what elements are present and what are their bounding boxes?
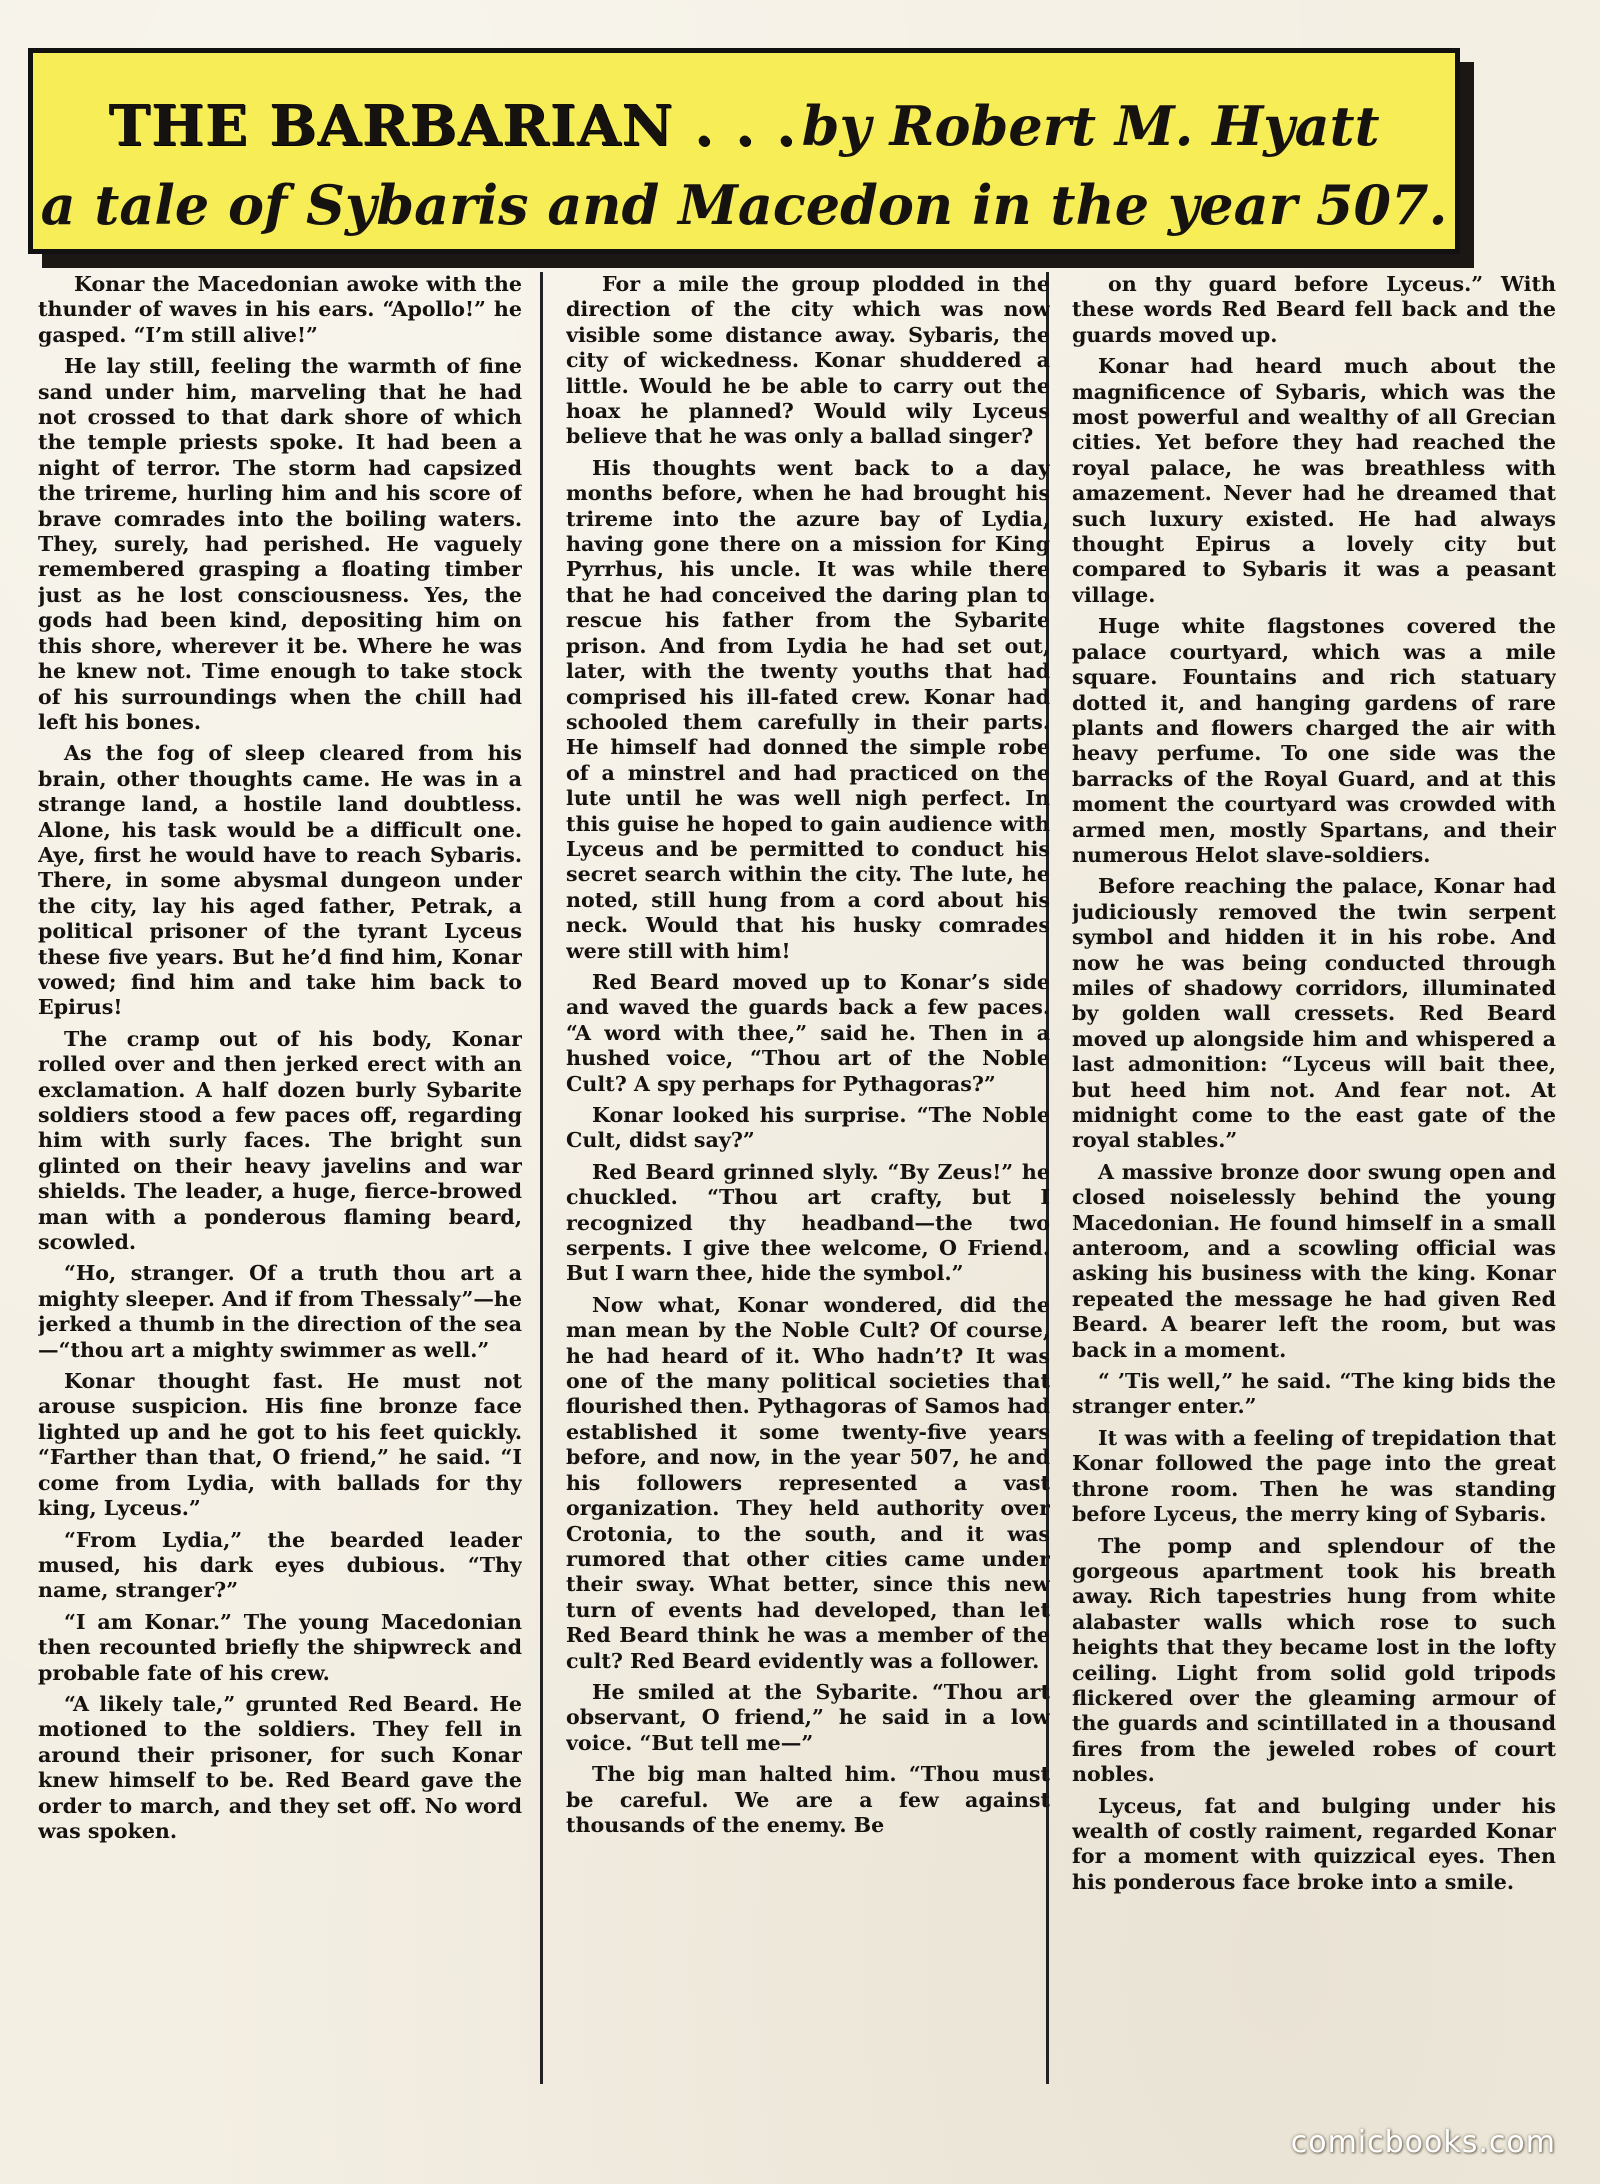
paragraph: Red Beard grinned slyly. “By Zeus!” he chuckled. “Thou art crafty, but I recognized thy headband—the two serpents. I give thee welcome, O Friend. But I warn thee, hide the symbol.”: [566, 1159, 1050, 1286]
author-byline: by Robert M. Hyatt: [801, 94, 1380, 158]
paragraph: Konar the Macedonian awoke with the thunder of waves in his ears. “Apollo!” he gasped. “I’m still alive!”: [38, 272, 522, 347]
paragraph: on thy guard before Lyceus.” With these words Red Beard fell back and the guards moved up.: [1072, 272, 1556, 347]
paragraph: Now what, Konar wondered, did the man mean by the Noble Cult? Of course, he had heard of it. Who hadn’t? It was one of the many political societies that flourished then. Pythagoras of Samos had established it some twenty-five years before, and now, in the year 507, he and his followers represented a vast organization. They held authority over Crotonia, to the south, and it was rumored that other cities came under their sway. What better, since this new turn of events had developed, than let Red Beard think he was a member of the cult? Red Beard evidently was a follower.: [566, 1292, 1050, 1673]
paragraph: Red Beard moved up to Konar’s side and waved the guards back a few paces. “A word with thee,” said he. Then in a hushed voice, “Thou art of the Noble Cult? A spy perhaps for Pythagoras?”: [566, 969, 1050, 1096]
paragraph: Lyceus, fat and bulging under his wealth of costly raiment, regarded Konar for a moment with quizzical eyes. Then his ponderous face broke into a smile.: [1072, 1793, 1556, 1894]
paragraph: “From Lydia,” the bearded leader mused, his dark eyes dubious. “Thy name, stranger?”: [38, 1527, 522, 1603]
paragraph: A massive bronze door swung open and closed noiselessly behind the young Macedonian. He found himself in a small anteroom, and a scowling official was asking his business with the king. Konar repeated the message he had given Red Beard. A bearer left the room, but was back in a moment.: [1072, 1159, 1556, 1362]
story-title: THE BARBARIAN . . .: [108, 93, 797, 159]
paragraph: He smiled at the Sybarite. “Thou art observant, O friend,” he said in a low voice. “But tell me—”: [566, 1679, 1050, 1755]
paragraph: The big man halted him. “Thou must be careful. We are a few against thousands of the enemy. Be: [566, 1762, 1050, 1837]
text-column-3: [1072, 272, 1556, 2084]
paragraph: The cramp out of his body, Konar rolled over and then jerked erect with an exclamation. A half dozen burly Sybarite soldiers stood a few paces off, regarding him with surly faces. The bright sun glinted on their heavy javelins and war shields. The leader, a huge, fierce-browed man with a ponderous flaming beard, scowled.: [38, 1026, 522, 1255]
paragraph: “Ho, stranger. Of a truth thou art a mighty sleeper. And if from Thessaly”—he jerked a thumb in the direction of the sea—“thou art a mighty swimmer as well.”: [38, 1261, 522, 1362]
story-body: [0, 272, 1600, 2084]
paragraph: His thoughts went back to a day months before, when he had brought his trireme into the azure bay of Lydia, having gone there on a mission for King Pyrrhus, his uncle. It was while there that he had conceived the daring plan to rescue his father from the Sybarite prison. And from Lydia he had set out, later, with the twenty youths that had comprised his ill-fated crew. Konar had schooled them carefully in their parts. He himself had donned the simple robe of a minstrel and had practiced on the lute until he was well nigh perfect. In this guise he hoped to gain audience with Lyceus and be permitted to conduct his secret search within the city. The lute, he noted, still hung from a cord about his neck. Would that his husky comrades were still with him!: [566, 455, 1050, 963]
title-line: [33, 93, 1455, 159]
site-watermark: comicbooks.com: [1290, 2125, 1556, 2160]
text-column-2: [566, 272, 1050, 2084]
paragraph: Konar thought fast. He must not arouse suspicion. His fine bronze face lighted up and he got to his feet quickly. “Farther than that, O friend,” he said. “I come from Lydia, with ballads for thy king, Lyceus.”: [38, 1369, 522, 1521]
paragraph: Konar had heard much about the magnificence of Sybaris, which was the most powerful and wealthy of all Grecian cities. Yet before they had reached the royal palace, he was breathless with amazement. Never had he dreamed that such luxury existed. He had always thought Epirus a lovely city but compared to Sybaris it was a peasant village.: [1072, 354, 1556, 607]
paragraph: As the fog of sleep cleared from his brain, other thoughts came. He was in a strange land, a hostile land doubtless. Alone, his task would be a difficult one. Aye, first he would have to reach Sybaris. There, in some abysmal dungeon under the city, lay his aged father, Petrak, a political prisoner of the tyrant Lyceus these five years. But he’d find him, Konar vowed; find him and take him back to Epirus!: [38, 741, 522, 1020]
title-banner: [28, 48, 1460, 254]
paragraph: He lay still, feeling the warmth of fine sand under him, marveling that he had not crossed to that dark shore of which the temple priests spoke. It had been a night of terror. The storm had capsized the trireme, hurling him and his score of brave comrades into the boiling waters. They, surely, had perished. He vaguely remembered grasping a floating timber just as he lost consciousness. Yes, the gods had been kind, depositing him on this shore, wherever it be. Where he was he knew not. Time enough to take stock of his surroundings when the chill had left his bones.: [38, 354, 522, 734]
text-column-1: [38, 272, 522, 2084]
story-subtitle: a tale of Sybaris and Macedon in the year 507.: [40, 173, 1448, 237]
paragraph: “A likely tale,” grunted Red Beard. He motioned to the soldiers. They fell in around their prisoner, for such Konar knew himself to be. Red Beard gave the order to march, and they set off. No word was spoken.: [38, 1691, 522, 1843]
paragraph: “ ’Tis well,” he said. “The king bids the stranger enter.”: [1072, 1369, 1556, 1419]
paragraph: For a mile the group plodded in the direction of the city which was now visible some distance away. Sybaris, the city of wickedness. Konar shuddered a little. Would he be able to carry out the hoax he planned? Would wily Lyceus believe that he was only a ballad singer?: [566, 272, 1050, 449]
paragraph: It was with a feeling of trepidation that Konar followed the page into the great throne room. Then he was standing before Lyceus, the merry king of Sybaris.: [1072, 1425, 1556, 1527]
paragraph: “I am Konar.” The young Macedonian then recounted briefly the shipwreck and probable fate of his crew.: [38, 1609, 522, 1685]
paragraph: Konar looked his surprise. “The Noble Cult, didst say?”: [566, 1103, 1050, 1153]
paragraph: Huge white flagstones covered the palace courtyard, which was a mile square. Fountains and rich statuary dotted it, and hanging gardens of rare plants and flowers charged the air with heavy perfume. To one side was the barracks of the Royal Guard, and at this moment the courtyard was crowded with armed men, mostly Spartans, and their numerous Helot slave-soldiers.: [1072, 614, 1556, 867]
paragraph: The pomp and splendour of the gorgeous apartment took his breath away. Rich tapestries hung from white alabaster walls which rose to such heights that they became lost in the lofty ceiling. Light from solid gold tripods flickered over the gleaming armour of the guards and scintillated in a thousand fires from the jeweled robes of court nobles.: [1072, 1533, 1556, 1787]
paragraph: Before reaching the palace, Konar had judiciously removed the twin serpent symbol and hidden it in his robe. And now he was being conducted through miles of shadowy corridors, illuminated by golden wall cressets. Red Beard moved up alongside him and whispered a last admonition: “Lyceus will bait thee, but heed him not. And fear not. At midnight come to the east gate of the royal stables.”: [1072, 874, 1556, 1153]
